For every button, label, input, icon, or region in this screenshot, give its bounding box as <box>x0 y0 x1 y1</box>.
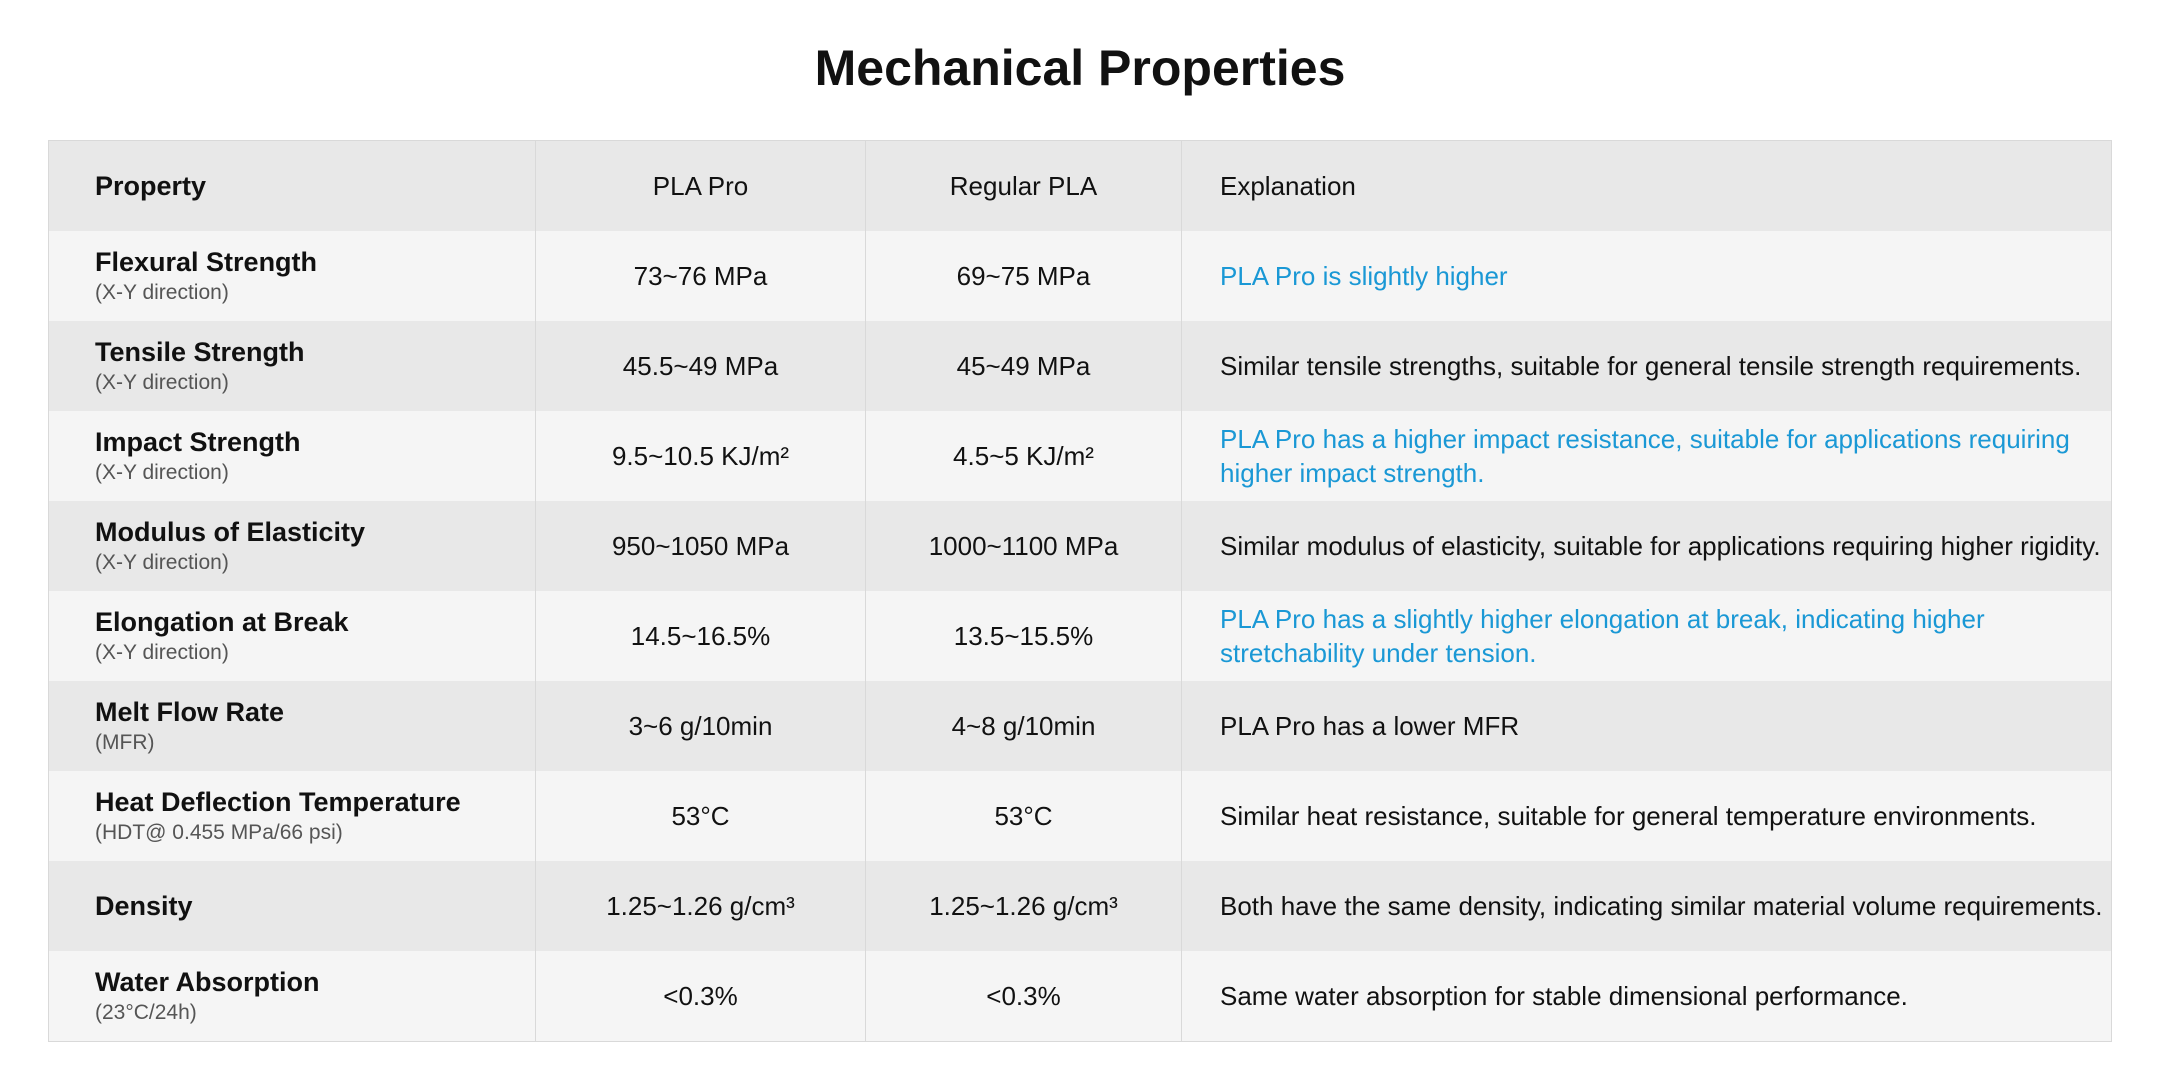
regular-pla-cell <box>866 231 1182 321</box>
property-name: Heat Deflection Temperature <box>95 787 461 817</box>
header-explanation-cell <box>1182 141 2111 231</box>
pla-pro-value: 9.5~10.5 KJ/m² <box>611 441 790 471</box>
regular-pla-cell <box>866 321 1182 411</box>
pla-pro-cell <box>536 951 866 1041</box>
property-cell <box>49 861 536 951</box>
table-row <box>49 231 2111 321</box>
pla-pro-cell <box>536 591 866 681</box>
property-condition: (X-Y direction) <box>95 371 229 394</box>
pla-pro-cell <box>536 771 866 861</box>
pla-pro-cell <box>536 681 866 771</box>
pla-pro-value: <0.3% <box>663 981 738 1011</box>
property-name: Melt Flow Rate <box>95 697 285 727</box>
table-row <box>49 591 2111 681</box>
regular-pla-cell <box>866 681 1182 771</box>
property-condition: (X-Y direction) <box>95 641 229 664</box>
property-name: Elongation at Break <box>95 607 349 637</box>
property-condition: (X-Y direction) <box>95 461 229 484</box>
explanation-text: PLA Pro has a slightly higher elongation at break, indicating higher stretchability under tension. <box>1220 604 1985 668</box>
pla-pro-cell <box>536 861 866 951</box>
property-cell <box>49 681 536 771</box>
property-condition: (HDT@ 0.455 MPa/66 psi) <box>95 821 343 844</box>
property-name: Density <box>95 891 193 921</box>
property-name: Flexural Strength <box>95 247 318 277</box>
regular-pla-value: 45~49 MPa <box>956 351 1091 381</box>
table-row <box>49 501 2111 591</box>
property-name: Tensile Strength <box>95 337 305 367</box>
property-cell <box>49 411 536 501</box>
property-cell <box>49 771 536 861</box>
properties-table <box>48 140 2112 1042</box>
regular-pla-cell <box>866 771 1182 861</box>
header-property: Property <box>95 171 207 201</box>
regular-pla-value: 1.25~1.26 g/cm³ <box>929 891 1118 921</box>
regular-pla-value: 4.5~5 KJ/m² <box>953 441 1094 471</box>
table-row <box>49 771 2111 861</box>
property-cell <box>49 321 536 411</box>
explanation-cell <box>1182 681 2111 771</box>
property-cell <box>49 231 536 321</box>
page-title: Mechanical Properties <box>814 40 1346 96</box>
regular-pla-cell <box>866 951 1182 1041</box>
table-row <box>49 681 2111 771</box>
property-name: Water Absorption <box>95 967 320 997</box>
pla-pro-cell <box>536 231 866 321</box>
regular-pla-cell <box>866 591 1182 681</box>
property-cell <box>49 501 536 591</box>
regular-pla-value: <0.3% <box>986 981 1061 1011</box>
property-cell <box>49 951 536 1041</box>
header-explanation: Explanation <box>1220 171 1356 201</box>
pla-pro-cell <box>536 411 866 501</box>
explanation-text: PLA Pro has a lower MFR <box>1220 711 1520 741</box>
pla-pro-value: 73~76 MPa <box>633 261 768 291</box>
property-condition: (X-Y direction) <box>95 551 229 574</box>
property-name: Impact Strength <box>95 427 301 457</box>
pla-pro-value: 53°C <box>671 801 730 831</box>
pla-pro-value: 3~6 g/10min <box>628 711 773 741</box>
explanation-cell <box>1182 501 2111 591</box>
pla-pro-cell <box>536 501 866 591</box>
property-condition: (X-Y direction) <box>95 281 229 304</box>
regular-pla-value: 1000~1100 MPa <box>928 531 1119 561</box>
explanation-cell <box>1182 861 2111 951</box>
table-row <box>49 951 2111 1041</box>
explanation-text: Similar heat resistance, suitable for general temperature environments. <box>1220 801 2037 831</box>
table-header-row <box>49 141 2111 231</box>
explanation-text: Both have the same density, indicating similar material volume requirements. <box>1220 891 2103 921</box>
explanation-text: Same water absorption for stable dimensional performance. <box>1220 981 1908 1011</box>
explanation-cell <box>1182 411 2111 501</box>
property-condition: (MFR) <box>95 731 155 754</box>
table-body <box>49 231 2111 1041</box>
explanation-cell <box>1182 321 2111 411</box>
regular-pla-value: 13.5~15.5% <box>953 621 1094 651</box>
property-condition: (23°C/24h) <box>95 1001 197 1024</box>
table-row <box>49 321 2111 411</box>
regular-pla-cell <box>866 861 1182 951</box>
header-pla-pro-cell <box>536 141 866 231</box>
explanation-text: PLA Pro is slightly higher <box>1220 261 1508 291</box>
explanation-text: Similar modulus of elasticity, suitable for applications requiring higher rigidity. <box>1220 531 2101 561</box>
pla-pro-cell <box>536 321 866 411</box>
pla-pro-value: 950~1050 MPa <box>611 531 790 561</box>
pla-pro-value: 1.25~1.26 g/cm³ <box>606 891 795 921</box>
explanation-text: PLA Pro has a higher impact resistance, suitable for applications requiring higher impact strength. <box>1220 424 2070 488</box>
explanation-cell <box>1182 591 2111 681</box>
regular-pla-value: 53°C <box>994 801 1053 831</box>
property-name: Modulus of Elasticity <box>95 517 366 547</box>
regular-pla-cell <box>866 501 1182 591</box>
explanation-text: Similar tensile strengths, suitable for general tensile strength requirements. <box>1220 351 2082 381</box>
pla-pro-value: 45.5~49 MPa <box>622 351 779 381</box>
regular-pla-cell <box>866 411 1182 501</box>
table-row <box>49 861 2111 951</box>
explanation-cell <box>1182 771 2111 861</box>
property-cell <box>49 591 536 681</box>
header-pla-pro: PLA Pro <box>652 171 749 201</box>
explanation-cell <box>1182 231 2111 321</box>
header-regular-pla-cell <box>866 141 1182 231</box>
regular-pla-value: 4~8 g/10min <box>951 711 1096 741</box>
pla-pro-value: 14.5~16.5% <box>630 621 771 651</box>
header-property-cell <box>49 141 536 231</box>
header-regular-pla: Regular PLA <box>949 171 1098 201</box>
table-row <box>49 411 2111 501</box>
explanation-cell <box>1182 951 2111 1041</box>
regular-pla-value: 69~75 MPa <box>956 261 1091 291</box>
